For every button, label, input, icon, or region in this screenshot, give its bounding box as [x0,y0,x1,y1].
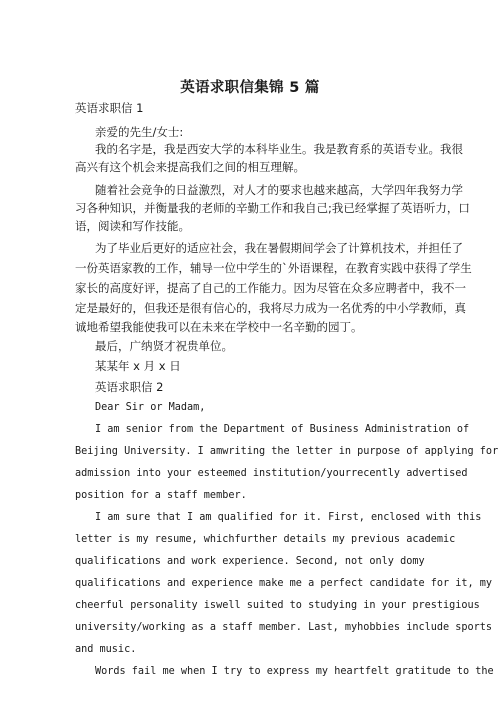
letter1-line: 最后，广纳贤才祝贵单位。 [95,339,233,353]
letter1-line: 一份英语家教的工作，辅导一位中学生的`外语课程，在教育实践中获得了学生 [75,261,472,275]
letter2-line: I am senior from the Department of Business Administration of [95,424,470,435]
letter2-greeting: Dear Sir or Madam, [95,402,206,413]
letter1-line: 定是最好的，但我还是很有信心的，我将尽力成为一名优秀的中小学教师，真 [75,301,466,315]
letter1-line: 诚地希望我能使我可以在未来在学校中一名辛勤的园丁。 [75,320,363,334]
letter2-line: qualifications and work experience. Second, not only domy [75,556,425,567]
letter2-line: university/working as a staff member. Last, myhobbies include sports [75,622,493,633]
letter1-date: 某某年 x 月 x 日 [95,359,181,373]
letter2-line: Beijing University. I amwriting the letter in purpose of applying for [75,446,499,457]
letter2-line: qualifications and experience make me a perfect candidate for it, my [75,578,493,589]
letter1-line: 随着社会竞争的日益激烈，对人才的要求也越来越高，大学四年我努力学 [95,183,463,197]
letter1-line: 家长的高度好评，提高了自己的工作能力。因为尽管在众多应聘者中，我不一 [75,281,466,295]
document-title: 英语求职信集锦 5 篇 [180,80,320,96]
letter2-line: cheerful personality iswell suited to studying in your prestigious [75,600,480,611]
letter2-line: position for a staff member. [75,490,247,501]
letter1-line: 我的名字是，我是西安大学的本科毕业生。我是教育系的英语专业。我很 [95,142,463,156]
letter2-heading: 英语求职信 2 [95,380,164,394]
letter1-line: 高兴有这个机会来提高我们之间的相互理解。 [75,160,305,174]
letter1-line: 语，阅读和写作技能。 [75,219,190,233]
letter2-line: and music. [75,644,137,655]
letter2-line: letter is my resume, whichfurther details my previous academic [75,534,456,545]
letter2-line: Words fail me when I try to express my heartfelt gratitude to the [95,666,494,677]
letter2-line: admission into your esteemed institution/yourrecently advertised [75,468,468,479]
letter1-greeting: 亲爱的先生/女士: [95,125,184,139]
letter2-line: I am sure that I am qualified for it. First, enclosed with this [95,512,482,523]
letter1-line: 为了毕业后更好的适应社会，我在暑假期间学会了计算机技术，并担任了 [95,241,463,255]
letter1-line: 习各种知识，并衡量我的老师的辛勤工作和我自己;我已经掌握了英语听力，口 [75,201,470,215]
letter1-heading: 英语求职信 1 [75,101,144,115]
